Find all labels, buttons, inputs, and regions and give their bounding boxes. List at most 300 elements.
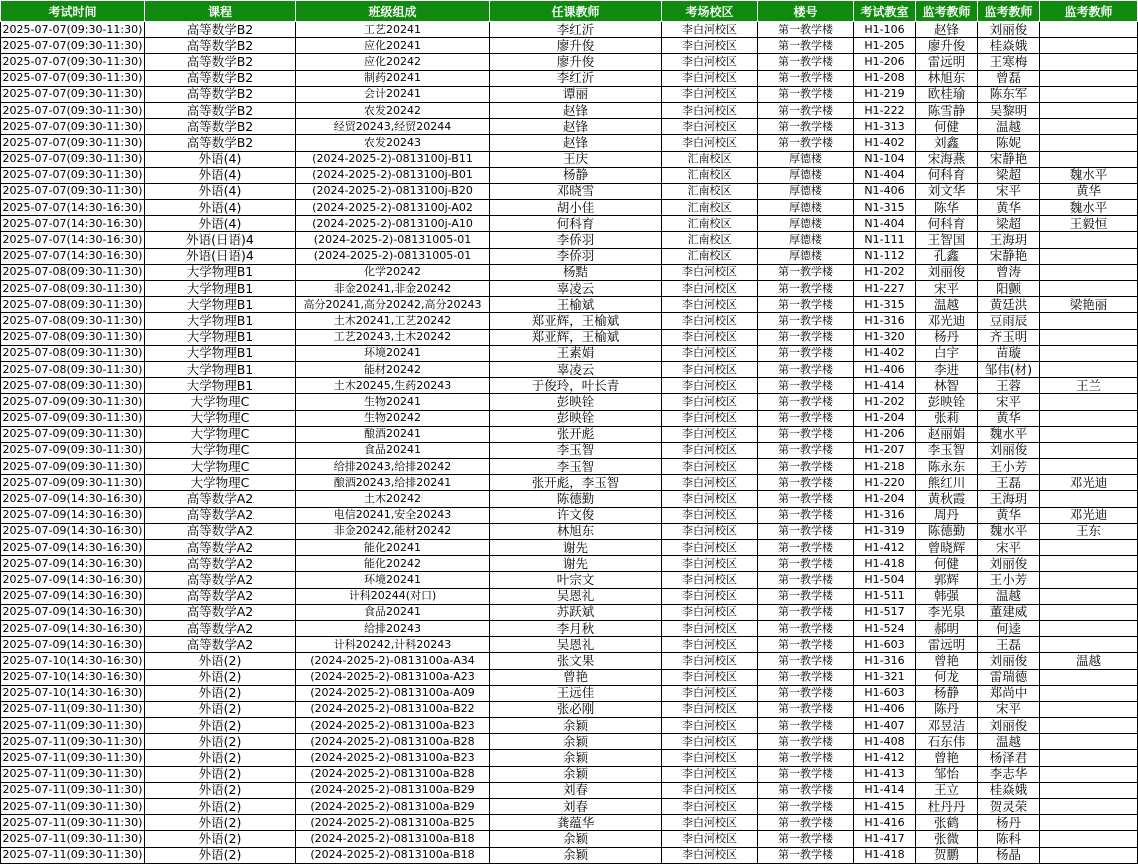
cell-invigilator-3: [1040, 38, 1138, 54]
cell-invigilator-1: 白宇: [916, 345, 978, 361]
cell-invigilator-2: 郑尚中: [978, 685, 1040, 701]
cell-class-group: 能化20241: [296, 540, 490, 556]
table-row: [1, 507, 1138, 523]
cell-room: H1-316: [854, 507, 916, 523]
cell-invigilator-2: 王小芳: [978, 572, 1040, 588]
cell-building: 厚德楼: [758, 216, 854, 232]
cell-exam-time: 2025-07-09(14:30-16:30): [1, 572, 145, 588]
header-invigilator-2: 监考教师: [978, 1, 1040, 22]
cell-teacher: 于俊玲，叶长青: [490, 378, 662, 394]
cell-teacher: 王远佳: [490, 685, 662, 701]
cell-teacher: 王榆斌: [490, 297, 662, 313]
cell-invigilator-2: 宋平: [978, 701, 1040, 717]
header-campus: 考场校区: [662, 1, 758, 22]
cell-invigilator-3: 黄华: [1040, 183, 1138, 199]
cell-invigilator-2: 曾涛: [978, 264, 1040, 280]
cell-room: H1-321: [854, 669, 916, 685]
cell-exam-time: 2025-07-08(09:30-11:30): [1, 313, 145, 329]
cell-teacher: 郑亚辉，王榆斌: [490, 329, 662, 345]
cell-course: 高等数学B2: [145, 70, 296, 86]
cell-invigilator-1: 贺鹏: [916, 847, 978, 863]
cell-invigilator-3: [1040, 281, 1138, 297]
cell-invigilator-3: [1040, 799, 1138, 815]
cell-class-group: 环境20241: [296, 572, 490, 588]
cell-building: 第一教学楼: [758, 38, 854, 54]
cell-room: H1-219: [854, 86, 916, 102]
cell-invigilator-1: 林智: [916, 378, 978, 394]
cell-class-group: 制药20241: [296, 70, 490, 86]
cell-exam-time: 2025-07-07(09:30-11:30): [1, 22, 145, 38]
cell-building: 第一教学楼: [758, 264, 854, 280]
cell-invigilator-1: 刘丽俊: [916, 264, 978, 280]
cell-invigilator-1: 李光泉: [916, 604, 978, 620]
cell-class-group: 酿酒20243,给排20241: [296, 475, 490, 491]
cell-building: 第一教学楼: [758, 523, 854, 539]
cell-teacher: 赵锋: [490, 102, 662, 118]
cell-invigilator-1: 欧桂瑜: [916, 86, 978, 102]
cell-class-group: 给排20243: [296, 620, 490, 636]
cell-class-group: 会计20241: [296, 86, 490, 102]
cell-invigilator-3: [1040, 831, 1138, 847]
cell-invigilator-3: [1040, 232, 1138, 248]
cell-teacher: 李红沂: [490, 22, 662, 38]
cell-invigilator-1: 何健: [916, 556, 978, 572]
cell-building: 第一教学楼: [758, 135, 854, 151]
cell-exam-time: 2025-07-07(09:30-11:30): [1, 102, 145, 118]
cell-invigilator-1: 邓光迪: [916, 313, 978, 329]
cell-room: H1-319: [854, 523, 916, 539]
cell-class-group: 土木20241,工艺20242: [296, 313, 490, 329]
cell-invigilator-3: [1040, 604, 1138, 620]
cell-exam-time: 2025-07-09(09:30-11:30): [1, 442, 145, 458]
cell-exam-time: 2025-07-09(14:30-16:30): [1, 620, 145, 636]
cell-invigilator-1: 邹怡: [916, 766, 978, 782]
cell-course: 外语(4): [145, 200, 296, 216]
table-row: [1, 685, 1138, 701]
cell-building: 第一教学楼: [758, 588, 854, 604]
table-row: [1, 475, 1138, 491]
cell-invigilator-3: [1040, 847, 1138, 863]
cell-invigilator-3: [1040, 491, 1138, 507]
table-row: [1, 426, 1138, 442]
cell-room: H1-227: [854, 281, 916, 297]
cell-campus: 李白河校区: [662, 22, 758, 38]
cell-room: H1-205: [854, 38, 916, 54]
cell-campus: 李白河校区: [662, 799, 758, 815]
cell-room: H1-222: [854, 102, 916, 118]
cell-invigilator-1: 何龙: [916, 669, 978, 685]
cell-invigilator-1: 何健: [916, 119, 978, 135]
table-row: [1, 847, 1138, 863]
cell-class-group: (2024-2025-2)-0813100j-B20: [296, 183, 490, 199]
cell-exam-time: 2025-07-11(09:30-11:30): [1, 847, 145, 863]
cell-class-group: 计科20242,计科20243: [296, 637, 490, 653]
cell-course: 外语(2): [145, 734, 296, 750]
cell-building: 第一教学楼: [758, 378, 854, 394]
table-row: [1, 329, 1138, 345]
cell-class-group: 农发20243: [296, 135, 490, 151]
cell-campus: 李白河校区: [662, 54, 758, 70]
cell-invigilator-1: 王智国: [916, 232, 978, 248]
cell-teacher: 李玉智: [490, 442, 662, 458]
cell-course: 外语(4): [145, 151, 296, 167]
cell-course: 外语(2): [145, 701, 296, 717]
cell-class-group: 化学20242: [296, 264, 490, 280]
cell-invigilator-1: 李进: [916, 361, 978, 377]
cell-teacher: 张必刚: [490, 701, 662, 717]
cell-invigilator-3: [1040, 815, 1138, 831]
cell-invigilator-2: 贺灵荣: [978, 799, 1040, 815]
cell-invigilator-3: 王兰: [1040, 378, 1138, 394]
cell-room: H1-603: [854, 685, 916, 701]
cell-invigilator-2: 王海玥: [978, 491, 1040, 507]
cell-room: N1-404: [854, 216, 916, 232]
table-row: [1, 248, 1138, 264]
cell-teacher: 余颖: [490, 847, 662, 863]
cell-invigilator-3: [1040, 345, 1138, 361]
cell-course: 外语(日语)4: [145, 248, 296, 264]
cell-exam-time: 2025-07-07(09:30-11:30): [1, 38, 145, 54]
cell-room: H1-407: [854, 718, 916, 734]
table-row: [1, 572, 1138, 588]
cell-exam-time: 2025-07-09(09:30-11:30): [1, 426, 145, 442]
cell-invigilator-3: 魏水平: [1040, 200, 1138, 216]
table-row: [1, 442, 1138, 458]
cell-teacher: 苏跃斌: [490, 604, 662, 620]
cell-class-group: (2024-2025-2)-0813100a-B29: [296, 782, 490, 798]
cell-building: 第一教学楼: [758, 394, 854, 410]
cell-invigilator-2: 刘丽俊: [978, 22, 1040, 38]
cell-room: H1-316: [854, 313, 916, 329]
cell-invigilator-3: [1040, 442, 1138, 458]
cell-room: H1-406: [854, 361, 916, 377]
cell-invigilator-2: 王磊: [978, 637, 1040, 653]
cell-teacher: 李玉智: [490, 459, 662, 475]
cell-invigilator-3: [1040, 313, 1138, 329]
cell-teacher: 邓晓雪: [490, 183, 662, 199]
cell-campus: 李白河校区: [662, 442, 758, 458]
cell-invigilator-3: [1040, 459, 1138, 475]
cell-course: 大学物理B1: [145, 361, 296, 377]
cell-course: 大学物理C: [145, 442, 296, 458]
cell-exam-time: 2025-07-08(09:30-11:30): [1, 281, 145, 297]
cell-invigilator-2: 何逵: [978, 620, 1040, 636]
cell-course: 大学物理C: [145, 459, 296, 475]
cell-invigilator-3: 魏水平: [1040, 167, 1138, 183]
cell-invigilator-2: 桂焱娥: [978, 38, 1040, 54]
cell-course: 高等数学B2: [145, 102, 296, 118]
cell-room: H1-208: [854, 70, 916, 86]
cell-class-group: 环境20241: [296, 345, 490, 361]
cell-course: 高等数学B2: [145, 86, 296, 102]
cell-room: H1-218: [854, 459, 916, 475]
cell-invigilator-2: 桂焱娥: [978, 782, 1040, 798]
cell-teacher: 张开彪，李玉智: [490, 475, 662, 491]
cell-room: H1-402: [854, 345, 916, 361]
cell-exam-time: 2025-07-07(09:30-11:30): [1, 54, 145, 70]
cell-invigilator-3: 王毅恒: [1040, 216, 1138, 232]
cell-room: H1-204: [854, 410, 916, 426]
cell-building: 第一教学楼: [758, 766, 854, 782]
cell-teacher: 李红沂: [490, 70, 662, 86]
cell-class-group: 非金20241,非金20242: [296, 281, 490, 297]
cell-campus: 李白河校区: [662, 475, 758, 491]
cell-campus: 李白河校区: [662, 507, 758, 523]
cell-building: 第一教学楼: [758, 345, 854, 361]
cell-exam-time: 2025-07-08(09:30-11:30): [1, 264, 145, 280]
table-row: [1, 637, 1138, 653]
cell-course: 高等数学A2: [145, 604, 296, 620]
cell-teacher: 赵锋: [490, 135, 662, 151]
cell-building: 第一教学楼: [758, 572, 854, 588]
cell-invigilator-1: 赵丽娟: [916, 426, 978, 442]
cell-class-group: 高分20241,高分20242,高分20243: [296, 297, 490, 313]
cell-class-group: 食品20241: [296, 442, 490, 458]
cell-class-group: (2024-2025-2)-0813100j-A02: [296, 200, 490, 216]
cell-invigilator-1: 熊红川: [916, 475, 978, 491]
cell-exam-time: 2025-07-07(09:30-11:30): [1, 151, 145, 167]
cell-invigilator-1: 宋海燕: [916, 151, 978, 167]
cell-building: 第一教学楼: [758, 329, 854, 345]
cell-invigilator-2: 宋平: [978, 394, 1040, 410]
cell-campus: 汇南校区: [662, 183, 758, 199]
cell-room: H1-517: [854, 604, 916, 620]
cell-class-group: (2024-2025-2)-0813100j-A10: [296, 216, 490, 232]
cell-exam-time: 2025-07-11(09:30-11:30): [1, 799, 145, 815]
cell-teacher: 林旭东: [490, 523, 662, 539]
cell-room: H1-315: [854, 297, 916, 313]
cell-invigilator-2: 杨晶: [978, 847, 1040, 863]
cell-building: 第一教学楼: [758, 847, 854, 863]
cell-teacher: 王素娟: [490, 345, 662, 361]
table-row: [1, 167, 1138, 183]
cell-room: H1-418: [854, 556, 916, 572]
cell-campus: 汇南校区: [662, 200, 758, 216]
cell-course: 大学物理C: [145, 426, 296, 442]
cell-campus: 李白河校区: [662, 394, 758, 410]
cell-campus: 李白河校区: [662, 281, 758, 297]
cell-class-group: 工艺20243,土木20242: [296, 329, 490, 345]
cell-invigilator-2: 王磊: [978, 475, 1040, 491]
cell-campus: 李白河校区: [662, 685, 758, 701]
table-row: [1, 540, 1138, 556]
cell-campus: 汇南校区: [662, 151, 758, 167]
cell-building: 第一教学楼: [758, 313, 854, 329]
cell-teacher: 李侨羽: [490, 248, 662, 264]
cell-invigilator-2: 阳颤: [978, 281, 1040, 297]
table-row: [1, 232, 1138, 248]
cell-invigilator-1: 林旭东: [916, 70, 978, 86]
cell-campus: 李白河校区: [662, 38, 758, 54]
table-row: [1, 183, 1138, 199]
cell-course: 大学物理C: [145, 410, 296, 426]
table-row: [1, 620, 1138, 636]
cell-class-group: 生物20242: [296, 410, 490, 426]
cell-course: 外语(2): [145, 685, 296, 701]
table-row: [1, 22, 1138, 38]
cell-class-group: 电信20241,安全20243: [296, 507, 490, 523]
cell-room: H1-206: [854, 426, 916, 442]
cell-exam-time: 2025-07-07(09:30-11:30): [1, 135, 145, 151]
cell-exam-time: 2025-07-07(14:30-16:30): [1, 248, 145, 264]
cell-invigilator-1: 杨丹: [916, 329, 978, 345]
cell-campus: 李白河校区: [662, 361, 758, 377]
cell-invigilator-2: 王海玥: [978, 232, 1040, 248]
cell-room: H1-412: [854, 540, 916, 556]
cell-building: 第一教学楼: [758, 86, 854, 102]
cell-invigilator-2: 雷瑞德: [978, 669, 1040, 685]
table-row: [1, 750, 1138, 766]
cell-course: 大学物理B1: [145, 378, 296, 394]
cell-invigilator-1: 雷远明: [916, 637, 978, 653]
cell-building: 第一教学楼: [758, 718, 854, 734]
cell-teacher: 龚蕴华: [490, 815, 662, 831]
cell-course: 高等数学A2: [145, 620, 296, 636]
header-room: 考试教室: [854, 1, 916, 22]
cell-campus: 汇南校区: [662, 167, 758, 183]
cell-room: H1-414: [854, 378, 916, 394]
cell-course: 外语(4): [145, 183, 296, 199]
cell-invigilator-2: 魏水平: [978, 426, 1040, 442]
cell-exam-time: 2025-07-08(09:30-11:30): [1, 297, 145, 313]
cell-invigilator-1: 曾艳: [916, 653, 978, 669]
cell-invigilator-3: [1040, 361, 1138, 377]
cell-campus: 李白河校区: [662, 135, 758, 151]
cell-invigilator-3: [1040, 426, 1138, 442]
cell-invigilator-2: 曾磊: [978, 70, 1040, 86]
cell-class-group: (2024-2025-2)-0813100a-A23: [296, 669, 490, 685]
cell-course: 外语(4): [145, 167, 296, 183]
cell-exam-time: 2025-07-11(09:30-11:30): [1, 782, 145, 798]
table-row: [1, 701, 1138, 717]
cell-room: H1-202: [854, 394, 916, 410]
cell-invigilator-1: 杜丹丹: [916, 799, 978, 815]
cell-invigilator-3: [1040, 701, 1138, 717]
cell-invigilator-3: [1040, 718, 1138, 734]
cell-invigilator-1: 何科育: [916, 167, 978, 183]
cell-invigilator-1: 李玉智: [916, 442, 978, 458]
cell-teacher: 余颖: [490, 718, 662, 734]
cell-course: 大学物理C: [145, 475, 296, 491]
table-row: [1, 815, 1138, 831]
cell-class-group: 应化20241: [296, 38, 490, 54]
cell-building: 第一教学楼: [758, 556, 854, 572]
cell-invigilator-3: [1040, 70, 1138, 86]
cell-course: 外语(2): [145, 815, 296, 831]
cell-invigilator-3: [1040, 734, 1138, 750]
cell-class-group: (2024-2025-2)-0813100j-B11: [296, 151, 490, 167]
cell-teacher: 王庆: [490, 151, 662, 167]
cell-class-group: (2024-2025-2)-0813100a-B18: [296, 831, 490, 847]
cell-class-group: 非金20242,能材20242: [296, 523, 490, 539]
cell-building: 第一教学楼: [758, 685, 854, 701]
cell-course: 高等数学B2: [145, 54, 296, 70]
cell-room: H1-414: [854, 782, 916, 798]
cell-invigilator-3: [1040, 588, 1138, 604]
cell-exam-time: 2025-07-07(14:30-16:30): [1, 216, 145, 232]
cell-invigilator-3: 邓光迪: [1040, 475, 1138, 491]
cell-building: 第一教学楼: [758, 750, 854, 766]
header-invigilator-3: 监考教师: [1040, 1, 1138, 22]
cell-exam-time: 2025-07-07(09:30-11:30): [1, 183, 145, 199]
cell-class-group: (2024-2025-2)-0813100a-B18: [296, 847, 490, 863]
cell-class-group: 计科20244(对口): [296, 588, 490, 604]
cell-exam-time: 2025-07-09(09:30-11:30): [1, 410, 145, 426]
cell-exam-time: 2025-07-07(14:30-16:30): [1, 232, 145, 248]
cell-room: N1-104: [854, 151, 916, 167]
cell-invigilator-1: 张莉: [916, 410, 978, 426]
cell-building: 第一教学楼: [758, 604, 854, 620]
cell-campus: 李白河校区: [662, 410, 758, 426]
cell-building: 第一教学楼: [758, 410, 854, 426]
cell-room: H1-220: [854, 475, 916, 491]
cell-invigilator-3: 王东: [1040, 523, 1138, 539]
cell-invigilator-1: 王立: [916, 782, 978, 798]
cell-class-group: (2024-2025-2)-0813100j-B01: [296, 167, 490, 183]
cell-invigilator-2: 刘丽俊: [978, 653, 1040, 669]
cell-invigilator-3: [1040, 119, 1138, 135]
cell-course: 外语(2): [145, 750, 296, 766]
cell-course: 高等数学A2: [145, 637, 296, 653]
table-row: [1, 86, 1138, 102]
cell-teacher: 吴恩礼: [490, 637, 662, 653]
cell-building: 厚德楼: [758, 183, 854, 199]
cell-campus: 李白河校区: [662, 782, 758, 798]
cell-building: 第一教学楼: [758, 297, 854, 313]
cell-exam-time: 2025-07-07(09:30-11:30): [1, 86, 145, 102]
cell-invigilator-2: 温越: [978, 119, 1040, 135]
cell-teacher: 杨静: [490, 167, 662, 183]
cell-room: H1-106: [854, 22, 916, 38]
cell-course: 外语(2): [145, 669, 296, 685]
cell-course: 外语(2): [145, 782, 296, 798]
cell-class-group: 能化20242: [296, 556, 490, 572]
cell-exam-time: 2025-07-07(14:30-16:30): [1, 200, 145, 216]
cell-class-group: 给排20243,给排20242: [296, 459, 490, 475]
cell-invigilator-2: 董建威: [978, 604, 1040, 620]
cell-invigilator-2: 王蓉: [978, 378, 1040, 394]
table-row: [1, 102, 1138, 118]
table-row: [1, 799, 1138, 815]
cell-invigilator-2: 陈妮: [978, 135, 1040, 151]
cell-invigilator-2: 李志华: [978, 766, 1040, 782]
cell-invigilator-2: 吴黎明: [978, 102, 1040, 118]
cell-campus: 李白河校区: [662, 70, 758, 86]
cell-campus: 李白河校区: [662, 459, 758, 475]
table-row: [1, 556, 1138, 572]
cell-class-group: 能材20242: [296, 361, 490, 377]
cell-invigilator-1: 郭辉: [916, 572, 978, 588]
cell-room: H1-202: [854, 264, 916, 280]
cell-exam-time: 2025-07-09(14:30-16:30): [1, 637, 145, 653]
cell-exam-time: 2025-07-09(14:30-16:30): [1, 588, 145, 604]
cell-invigilator-3: [1040, 620, 1138, 636]
cell-invigilator-1: 陈德勤: [916, 523, 978, 539]
cell-room: H1-417: [854, 831, 916, 847]
cell-invigilator-1: 刘文华: [916, 183, 978, 199]
cell-exam-time: 2025-07-10(14:30-16:30): [1, 685, 145, 701]
cell-exam-time: 2025-07-11(09:30-11:30): [1, 831, 145, 847]
cell-exam-time: 2025-07-11(09:30-11:30): [1, 701, 145, 717]
cell-invigilator-1: 曾晓辉: [916, 540, 978, 556]
cell-exam-time: 2025-07-09(14:30-16:30): [1, 491, 145, 507]
cell-invigilator-3: [1040, 54, 1138, 70]
cell-course: 高等数学A2: [145, 523, 296, 539]
cell-invigilator-1: 张微: [916, 831, 978, 847]
table-row: [1, 135, 1138, 151]
cell-campus: 汇南校区: [662, 216, 758, 232]
cell-campus: 李白河校区: [662, 766, 758, 782]
